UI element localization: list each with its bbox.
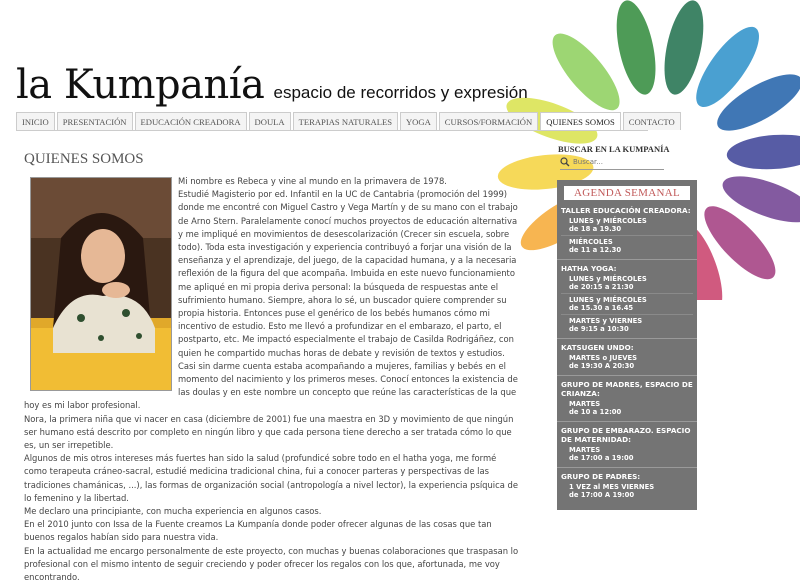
agenda-slot — [561, 354, 693, 370]
nav-item-quienes-somos[interactable]: QUIENES SOMOS — [540, 112, 621, 130]
agenda-days: MARTES o JUEVES — [569, 354, 638, 362]
nav-item-contacto[interactable]: CONTACTO — [623, 112, 681, 130]
agenda-time: de 10 a 12:00 — [569, 408, 622, 416]
agenda-slot — [561, 483, 693, 499]
agenda-days: LUNES y MIÉRCOLES — [569, 275, 647, 283]
agenda-group — [557, 260, 697, 339]
main-content — [24, 175, 520, 584]
agenda-group — [557, 422, 697, 468]
agenda-days: MARTES — [569, 400, 601, 408]
agenda-slot — [561, 217, 693, 233]
paragraph: Nora, la primera niña que vi nacer en casa (diciembre de 2001) fue una maestra en 3D y movimiento de que ningún ser humano está descrito por completo en ningún libro y que cada persona tiene derecho a ser tratada cómo lo que es, un ser irrepetible. — [24, 413, 514, 451]
agenda-widget — [557, 180, 697, 510]
agenda-days: MARTES — [569, 446, 601, 454]
agenda-slot — [561, 275, 693, 291]
agenda-days: MIÉRCOLES — [569, 238, 613, 246]
agenda-slot — [561, 314, 693, 333]
paragraph: Mi nombre es Rebeca y vine al mundo en la primavera de 1978. — [178, 176, 447, 186]
agenda-time: de 15.30 a 16.45 — [569, 304, 634, 312]
nav-item-terapias-naturales[interactable]: TERAPIAS NATURALES — [293, 112, 398, 130]
agenda-days: MARTES y VIERNES — [569, 317, 643, 325]
search-input[interactable] — [570, 158, 659, 166]
paragraph: Algunos de mis otros intereses más fuertes han sido la salud (profundicé sobre todo en el hatha yoga, me formé como terapeuta cráneo-sacral, estudié medicina tradicional china, fui a conocer parteras y perspectivas de las tradiciones chamánicas, ...), las formas de organización social (antropología a nivel lector), la experiencia psíquica de lo femenino y la libertad. — [24, 453, 519, 503]
agenda-group — [557, 202, 697, 260]
agenda-time: de 20:15 a 21:30 — [569, 283, 634, 291]
agenda-slot — [561, 293, 693, 312]
agenda-heading: KATSUGEN UNDO: — [561, 343, 634, 352]
search-title: BUSCAR EN LA KUMPANÍA — [558, 144, 670, 154]
agenda-time: de 18 a 19.30 — [569, 225, 622, 233]
nav-item-educacion-creadora[interactable]: EDUCACIÓN CREADORA — [135, 112, 247, 130]
agenda-time: de 17:00 A 19:00 — [569, 491, 635, 499]
agenda-days: LUNES y MIÉRCOLES — [569, 296, 647, 304]
search-icon[interactable] — [560, 157, 570, 167]
site-header — [16, 62, 528, 108]
agenda-group — [557, 468, 697, 504]
agenda-slot — [561, 235, 693, 254]
main-nav — [16, 112, 681, 130]
agenda-time: de 11 a 12.30 — [569, 246, 622, 254]
petal — [726, 132, 800, 173]
agenda-time: de 9:15 a 10:30 — [569, 325, 629, 333]
agenda-heading: GRUPO DE MADRES, ESPACIO DE CRIANZA: — [561, 380, 693, 398]
agenda-slot — [561, 446, 693, 462]
paragraph: Estudié Magisterio por ed. Infantil en la UC de Cantabria (promoción del 1999) donde me encontré con Miguel Castro y Vega Martín y de su mano con el trabajo de Arno Stern. Paralelamente conocí muchos proyectos de educación alternativa y me impliqué en movimientos de desescolarización (Crecer sin escuela, sobre todo). Toda esta investigación y experiencia contribuyó a forjar una visión de la enseñanza y el aprendizaje, del juego, de la capacidad humana, y a la necesaria reflexión de la figura del que acompaña. Imbuida en este nuevo funcionamiento me apliqué en mi propia deriva personal: la búsqueda de respuestas ante el sufrimiento humano. Siempre, ahora lo sé, un buscador quiere comprender su propia historia. Entonces puse el genérico de los bebés humanos cómo mi incentivo de estudio. Esto me llevó a profundizar en el embarazo, el parto, el postparto, etc. Me impactó especialmente el trabajo de Casilda Rodrigáñez, con quien he compartido muchas horas de debate y revisión de textos y estudios. Casi sin darme cuenta estaba acompañando a mujeres, familias y bebés en el momento del nacimiento y los primeros meses. Conocí entonces la existencia de las doulas y en este nombre un concepto que reúne las características de la que hoy es mi labor profesional. — [24, 189, 518, 411]
nav-item-inicio[interactable]: INICIO — [16, 112, 55, 130]
site-logo[interactable]: la Kumpanía — [16, 62, 265, 108]
agenda-days: LUNES y MIÉRCOLES — [569, 217, 647, 225]
nav-item-cursos-formacion[interactable]: CURSOS/FORMACIÓN — [439, 112, 538, 130]
nav-divider — [16, 130, 648, 131]
agenda-heading: HATHA YOGA: — [561, 264, 617, 273]
site-tagline: espacio de recorridos y expresión — [273, 83, 528, 102]
petal — [609, 0, 662, 98]
nav-item-yoga[interactable]: YOGA — [400, 112, 437, 130]
paragraph: En el 2010 junto con Issa de la Fuente creamos La Kumpanía donde poder ofrecer algunas de las cosas que tan buenos regalos habían sido para nuestra vida. — [24, 519, 492, 543]
agenda-heading: GRUPO DE PADRES: — [561, 472, 641, 481]
agenda-heading: TALLER EDUCACIÓN CREADORA: — [561, 206, 691, 215]
nav-item-doula[interactable]: DOULA — [249, 112, 291, 130]
agenda-time: de 17:00 a 19:00 — [569, 454, 634, 462]
paragraph: Me declaro una principiante, con mucha experiencia en algunos casos. — [24, 506, 322, 517]
agenda-group — [557, 376, 697, 422]
agenda-time: de 19:30 A 20:30 — [569, 362, 635, 370]
paragraph: En la actualidad me encargo personalmente de este proyecto, con muchas y buenas colaboraciones que traspasan lo profesional con el mismo intento de seguir creciendo y poder ofrecer los regalos con los que, afortunada, me voy encontrando. — [24, 545, 519, 583]
agenda-slot — [561, 400, 693, 416]
agenda-days: 1 VEZ al MES VIERNES — [569, 483, 655, 491]
agenda-group — [557, 339, 697, 376]
nav-item-presentacion[interactable]: PRESENTACIÓN — [57, 112, 133, 130]
agenda-heading: GRUPO DE EMBARAZO. ESPACIO DE MATERNIDAD: — [561, 426, 691, 444]
page-title: QUIENES SOMOS — [24, 151, 144, 167]
search-box — [560, 155, 664, 170]
agenda-title: AGENDA SEMANAL — [564, 186, 690, 200]
